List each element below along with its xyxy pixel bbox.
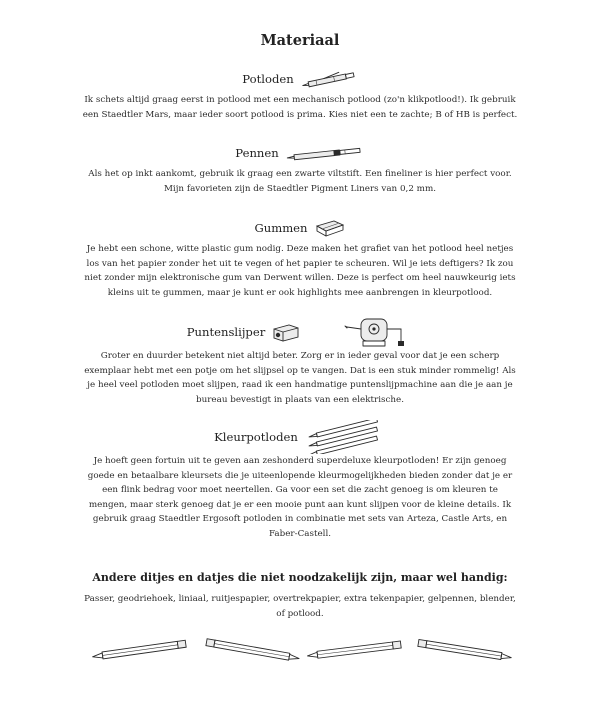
- section-text: Groter en duurder betekent niet altijd beter. Zorg er in ieder geval voor dat je een scherp exemplaar hebt met een potje om het slijpsel op te vangen. Dat is een stuk minder rommelig! Als je heel veel potloden moet slijpen, raad ik een handmatige puntenslijpmachine aan die je aan je bureau bevestigt in plaats van een elektrische.: [84, 351, 516, 405]
- section-text: Als het op inkt aankomt, gebruik ik graag een zwarte viltstift. Een fineliner is hier perfect voor. Mijn favorieten zijn de Staedtler Pigment Liners van 0,2 mm.: [88, 169, 512, 194]
- pencil-icon: [412, 632, 514, 666]
- pencil-icon: [305, 632, 407, 666]
- section-gummen: [62, 216, 538, 300]
- pencil-icon: [200, 632, 302, 666]
- sharpener-icon: [271, 321, 301, 343]
- section-title: Gummen: [254, 221, 308, 235]
- mechanical-pencil-icon: [300, 69, 358, 89]
- sharpener-machine-icon: [343, 315, 413, 349]
- section-text: Ik schets altijd graag eerst in potlood met een mechanisch potlood (zo'n klikpotlood!). Ik gebruik een Staedtler Mars, maar ieder soort potlood is prima. Kies niet een te zachte; B of HB is perfect.: [82, 95, 518, 120]
- section-potloden: [62, 67, 538, 122]
- eraser-icon: [314, 217, 346, 239]
- section-puntenslijper: [62, 315, 538, 407]
- fineliner-pen-icon: [285, 143, 365, 163]
- section-text: Je hoeft geen fortuin uit te geven aan zeshonderd superdeluxe kleurpotloden! Er zijn genoeg goede en betaalbare kleursets die je uiteenlopende kleurmogelijkheden bieden zonder dat je er een flink bedrag voor moet neertellen. Ga voor een set die zacht genoeg is om kleuren te mengen, maar sterk genoeg dat je er een mooie punt aan kunt slijpen voor de kleine details. Ik gebruik graag Staedtler Ergosoft potloden in combinatie met sets van Arteza, Castle Arts, en Faber-Castell.: [87, 456, 513, 539]
- page-title: Materiaal: [260, 32, 340, 49]
- section-title: Pennen: [235, 146, 279, 160]
- section-title: Kleurpotloden: [214, 430, 298, 444]
- section-title: Puntenslijper: [186, 325, 266, 339]
- colored-pencils-icon: [304, 420, 386, 454]
- section-pennen: [62, 141, 538, 196]
- extras-title: Andere ditjes en datjes die niet noodzakelijk zijn, maar wel handig:: [92, 571, 508, 584]
- pencil-icon: [90, 632, 192, 666]
- section-title: Potloden: [242, 72, 294, 86]
- extras-text: Passer, geodriehoek, liniaal, ruitjespapier, overtrekpapier, extra tekenpapier, gelpennen, blender, of potlood.: [84, 594, 516, 619]
- section-text: Je hebt een schone, witte plastic gum nodig. Deze maken het grafiet van het potlood heel netjes los van het papier zonder het uit te vegen of het papier te scheuren. Wil je iets deftigers? Ik zou niet zonder mijn elektronische gum van Derwent willen. Deze is perfect om heel nauwkeurig iets kleins uit te gummen, maar je kunt er ook highlights mee aanbrengen in kleurpotlood.: [84, 244, 516, 298]
- section-kleurpotloden: [62, 420, 538, 541]
